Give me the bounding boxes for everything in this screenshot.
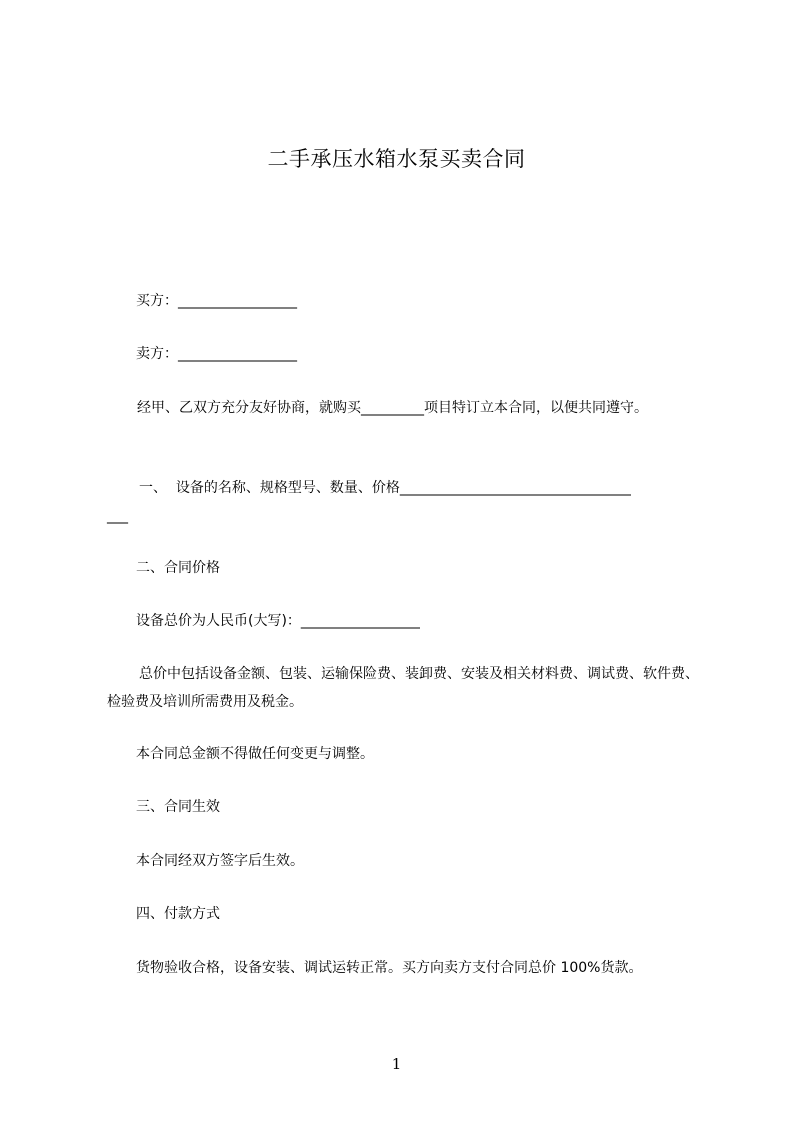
- no-change-line: 本合同总金额不得做任何变更与调整。: [136, 746, 374, 762]
- section1-heading: 一、 设备的名称、规格型号、数量、价格_________________________________: [139, 480, 631, 496]
- price-includes-paragraph: 总价中包括设备金额、包装、运输保险费、装卸费、安装及相关材料费、调试费、软件费、检验费及培训所需费用及税金。: [107, 666, 699, 710]
- seller-line: 卖方：_________________: [136, 346, 297, 362]
- section4-heading: 四、付款方式: [136, 906, 220, 922]
- section1-continuation: ___: [107, 508, 128, 524]
- section2-heading: 二、合同价格: [136, 560, 220, 576]
- page-number: 1: [391, 1055, 402, 1073]
- document-title: 二手承压水箱水泵买卖合同: [267, 147, 526, 171]
- buyer-line: 买方：_________________: [136, 293, 297, 309]
- effective-line: 本合同经双方签字后生效。: [136, 853, 304, 869]
- intro-paragraph: 经甲、乙双方充分友好协商，就购买_________项目特订立本合同，以便共同遵守。: [137, 400, 648, 416]
- payment-line: 货物验收合格，设备安装、调试运转正常。买方向卖方支付合同总价 100%货款。: [136, 960, 643, 976]
- total-price-line: 设备总价为人民币(大写)：_________________: [136, 613, 420, 629]
- section3-heading: 三、合同生效: [136, 799, 220, 815]
